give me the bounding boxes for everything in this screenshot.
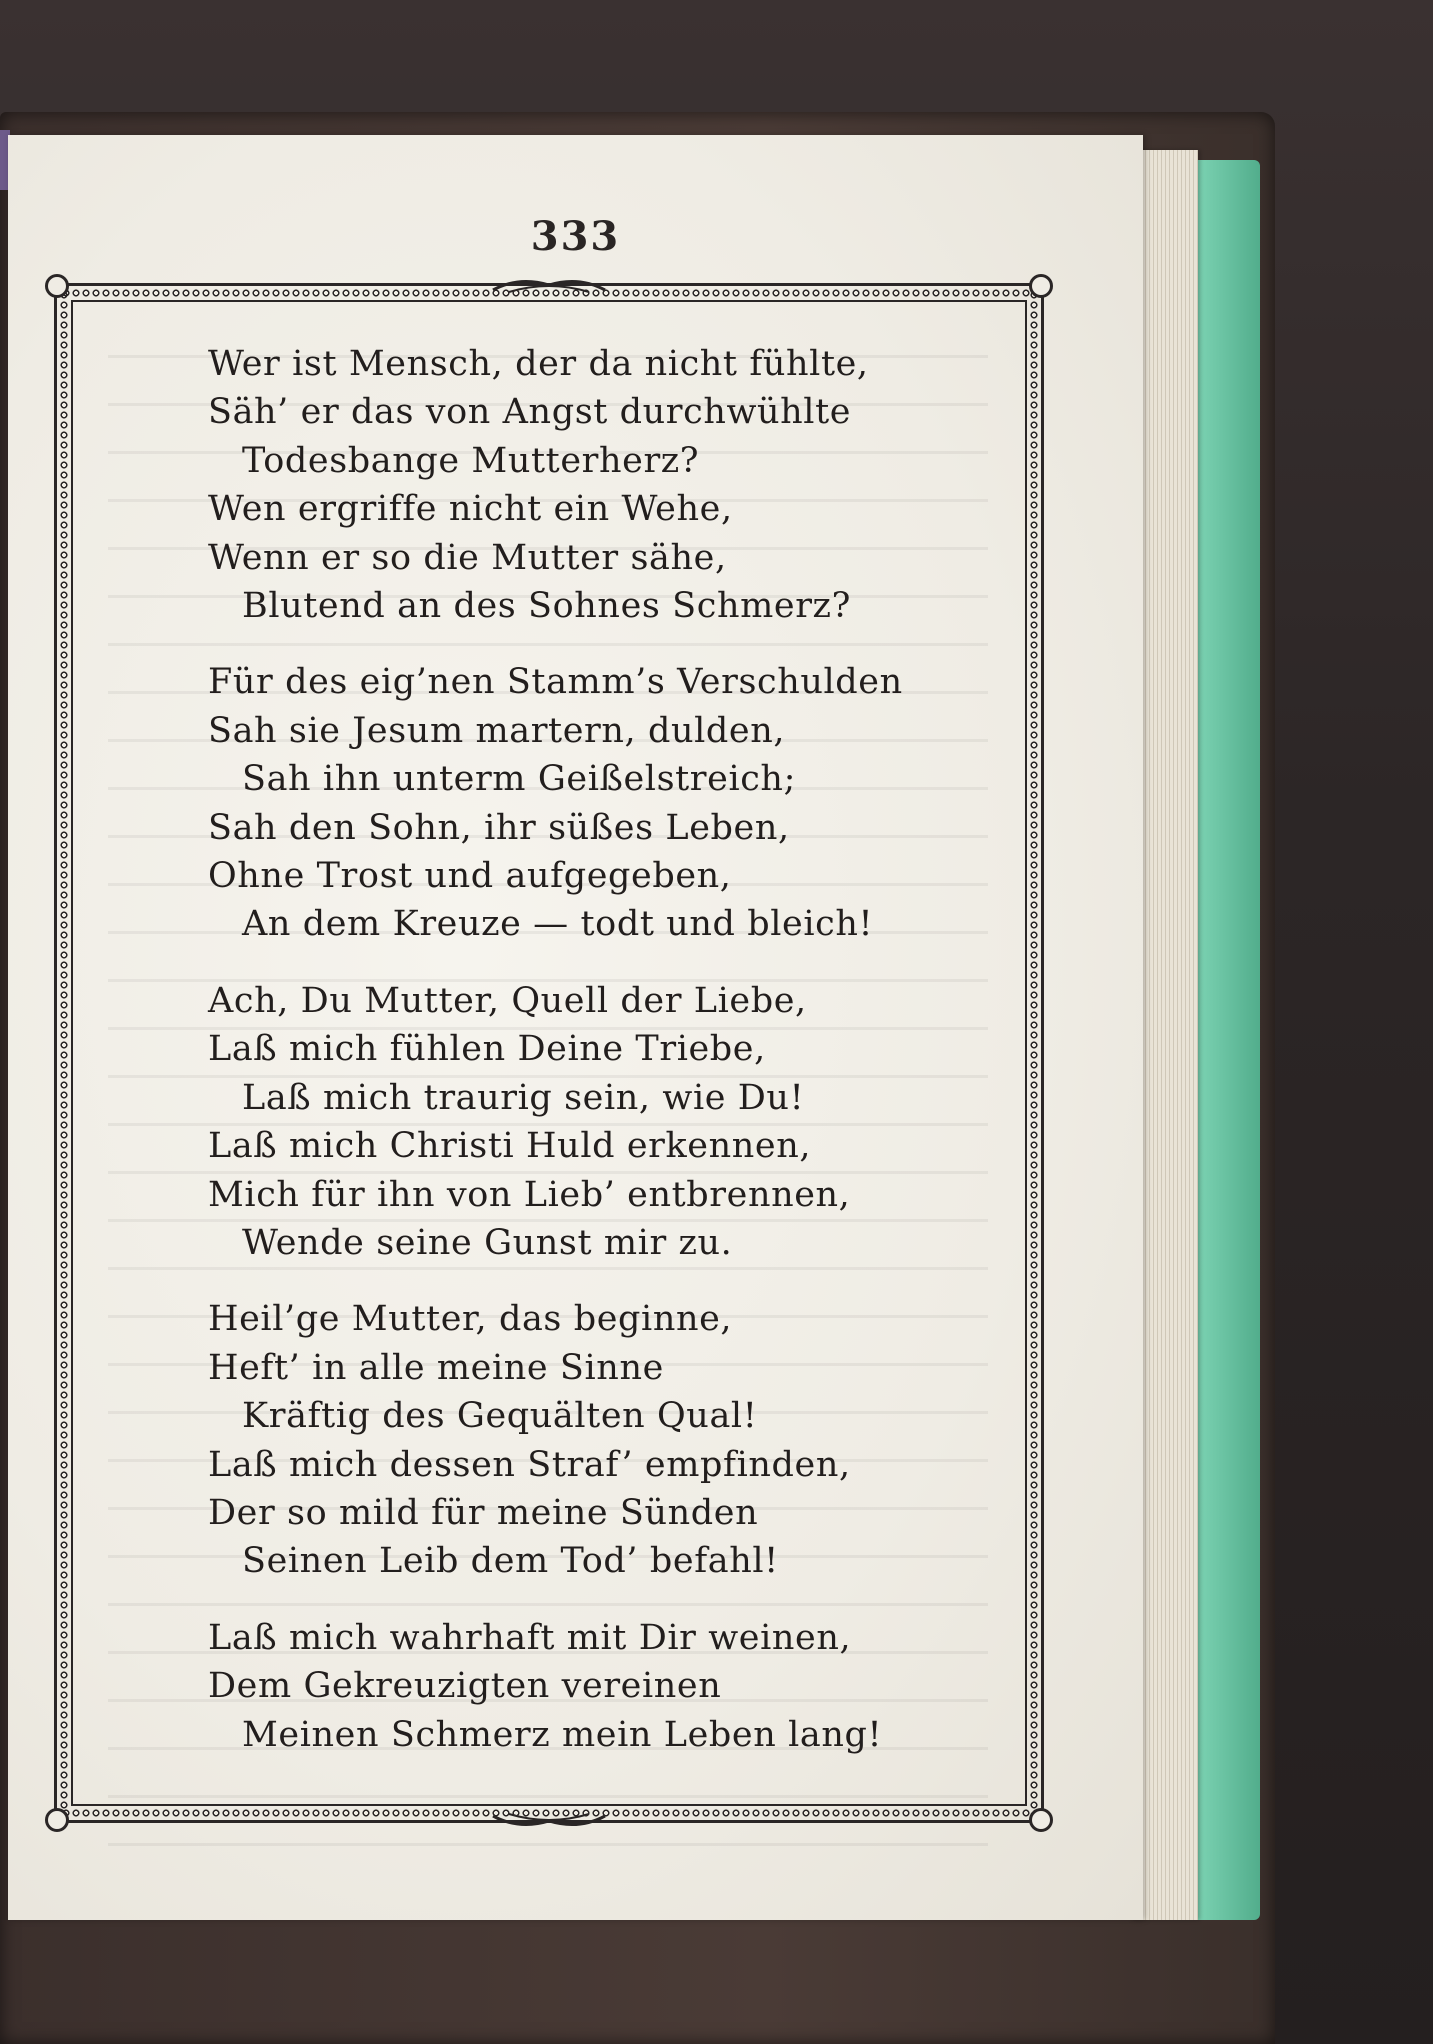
poem-line: Ach, Du Mutter, Quell der Liebe, [208, 980, 807, 1021]
stanza [208, 658, 988, 948]
poem-line: Heft’ in alle meine Sinne [208, 1347, 664, 1388]
top-center-ornament [489, 274, 609, 296]
corner-ornament [1029, 274, 1053, 298]
poem-line: Blutend an des Sohnes Schmerz? [242, 586, 851, 627]
poem-line: Heil’ge Mutter, das beginne, [208, 1299, 733, 1340]
stanza [208, 1614, 988, 1759]
poem-line: Für des eig’nen Stamm’s Verschulden [208, 662, 903, 703]
corner-ornament [45, 274, 69, 298]
poem-line: Mich für ihn von Lieb’ entbrennen, [208, 1174, 851, 1215]
poem-line: Der so mild für meine Sünden [208, 1492, 759, 1533]
poem-line: Sah den Sohn, ihr süßes Leben, [208, 807, 790, 848]
poem-line: Ohne Trost und aufgegeben, [208, 856, 732, 897]
book-page [8, 135, 1143, 1920]
poem-line: Laß mich dessen Straf’ empfinden, [208, 1444, 851, 1485]
poem-line: Säh’ er das von Angst durchwühlte [208, 392, 852, 433]
poem-line: Laß mich traurig sein, wie Du! [242, 1077, 805, 1118]
stanza [208, 1295, 988, 1585]
border-chain-left [59, 290, 69, 1816]
poem-line: An dem Kreuze — todt und bleich! [242, 904, 874, 945]
poem-line: Wenn er so die Mutter sähe, [208, 537, 727, 578]
poem-line: Meinen Schmerz mein Leben lang! [242, 1714, 883, 1755]
poem-line: Kräftig des Gequälten Qual! [242, 1396, 758, 1437]
poem-line: Seinen Leib dem Tod’ befahl! [242, 1541, 779, 1582]
poem-line: Wen ergriffe nicht ein Wehe, [208, 489, 733, 530]
poem-line: Laß mich Christi Huld erkennen, [208, 1126, 812, 1167]
border-chain-right [1029, 290, 1039, 1816]
corner-ornament [45, 1808, 69, 1832]
stanza [208, 977, 988, 1267]
poem-line: Dem Gekreuzigten vereinen [208, 1666, 722, 1707]
poem-line: Sah ihn unterm Geißelstreich; [242, 759, 796, 800]
page-number: 333 [530, 213, 621, 260]
poem-line: Todesbange Mutterherz? [242, 440, 700, 481]
stanza [208, 340, 988, 630]
corner-ornament [1029, 1808, 1053, 1832]
poem-line: Laß mich fühlen Deine Triebe, [208, 1029, 766, 1070]
poem-text [208, 340, 988, 1787]
poem-line: Sah sie Jesum martern, dulden, [208, 710, 786, 751]
poem-line: Wende seine Gunst mir zu. [242, 1222, 733, 1263]
poem-line: Laß mich wahrhaft mit Dir weinen, [208, 1617, 852, 1658]
poem-line: Wer ist Mensch, der da nicht fühlte, [208, 344, 869, 384]
bottom-center-ornament [489, 1810, 609, 1832]
